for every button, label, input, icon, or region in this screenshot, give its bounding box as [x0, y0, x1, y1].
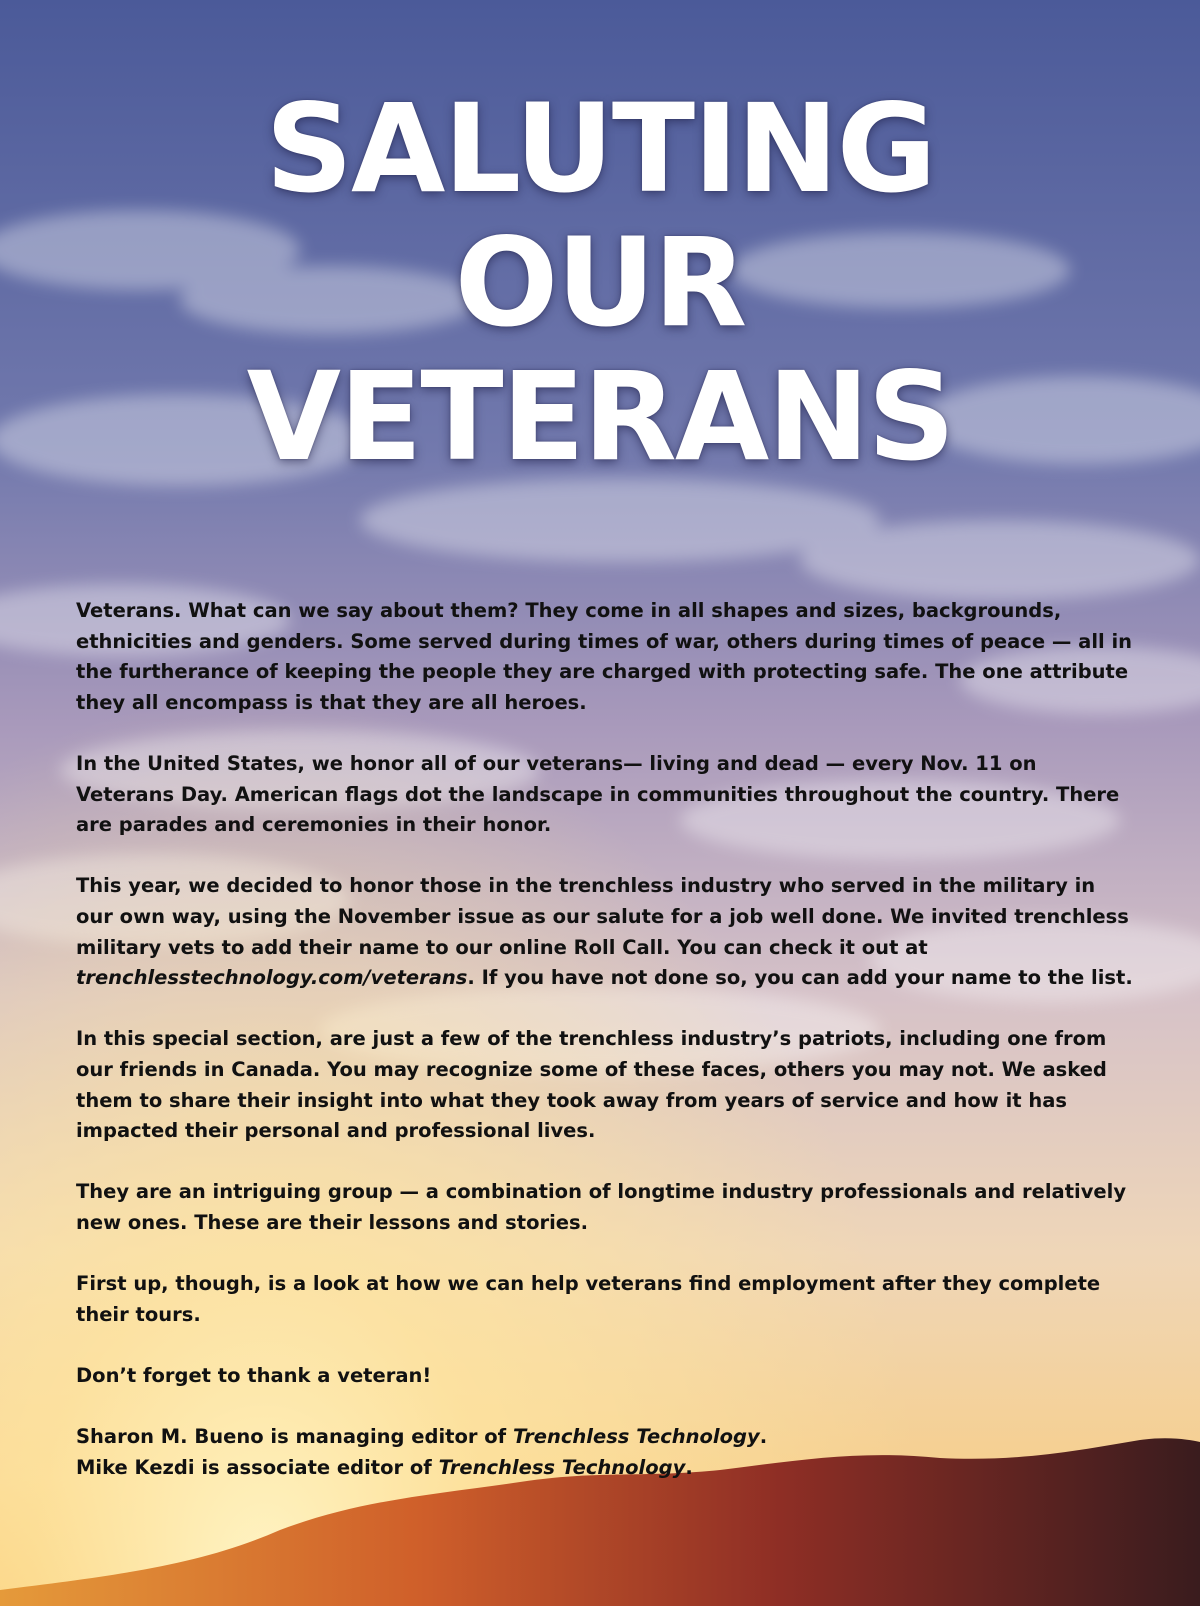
roll-call-text-end: . If you have not done so, you can add your name to the list. [467, 966, 1133, 990]
paragraph-roll-call [76, 871, 1136, 993]
paragraph-thank-veteran: Don’t forget to thank a veteran! [76, 1363, 432, 1387]
article-body [76, 596, 1136, 1483]
paragraph-intro: Veterans. What can we say about them? They come in all shapes and sizes, backgrounds, ethnicities and genders. Some served during times of war, others during times of peace — all in the furtherance of keeping the people they are charged with protecting safe. The one attribute they all encompass is that they are all heroes. [76, 599, 1133, 714]
credit-line-2: Mike Kezdi is associate editor of Trenchless Technology. [76, 1455, 693, 1479]
roll-call-url: trenchlesstechnology.com/veterans [76, 966, 468, 990]
title-line-2: OUR [454, 212, 746, 354]
publication-name: Trenchless Technology [512, 1425, 760, 1449]
author-credits [76, 1422, 1136, 1483]
title-line-1: SALUTING [265, 78, 935, 220]
paragraph-group: They are an intriguing group — a combination of longtime industry professionals and relatively new ones. These are their lessons and stories. [76, 1180, 1127, 1234]
paragraph-special-section: In this special section, are just a few of the trenchless industry’s patriots, including one from our friends in Canada. You may recognize some of these faces, others you may not. We asked them to share their insight into what they took away from years of service and how it has impacted their personal and professional lives. [76, 1027, 1107, 1143]
publication-name: Trenchless Technology [438, 1455, 686, 1479]
paragraph-employment: First up, though, is a look at how we can help veterans find employment after they complete their tours. [76, 1272, 1101, 1326]
roll-call-text: This year, we decided to honor those in the trenchless industry who served in the military in our own way, using the November issue as our salute for a job well done. We invited trenchless military vets to add their name to our online Roll Call. You can check it out at [76, 874, 1129, 959]
credit-line-1: Sharon M. Bueno is managing editor of Trenchless Technology. [76, 1425, 768, 1449]
title-line-3: VETERANS [246, 346, 954, 488]
paragraph-veterans-day: In the United States, we honor all of our veterans— living and dead — every Nov. 11 on Veterans Day. American flags dot the landscape in communities throughout the country. There are parades and ceremonies in their honor. [76, 751, 1120, 837]
